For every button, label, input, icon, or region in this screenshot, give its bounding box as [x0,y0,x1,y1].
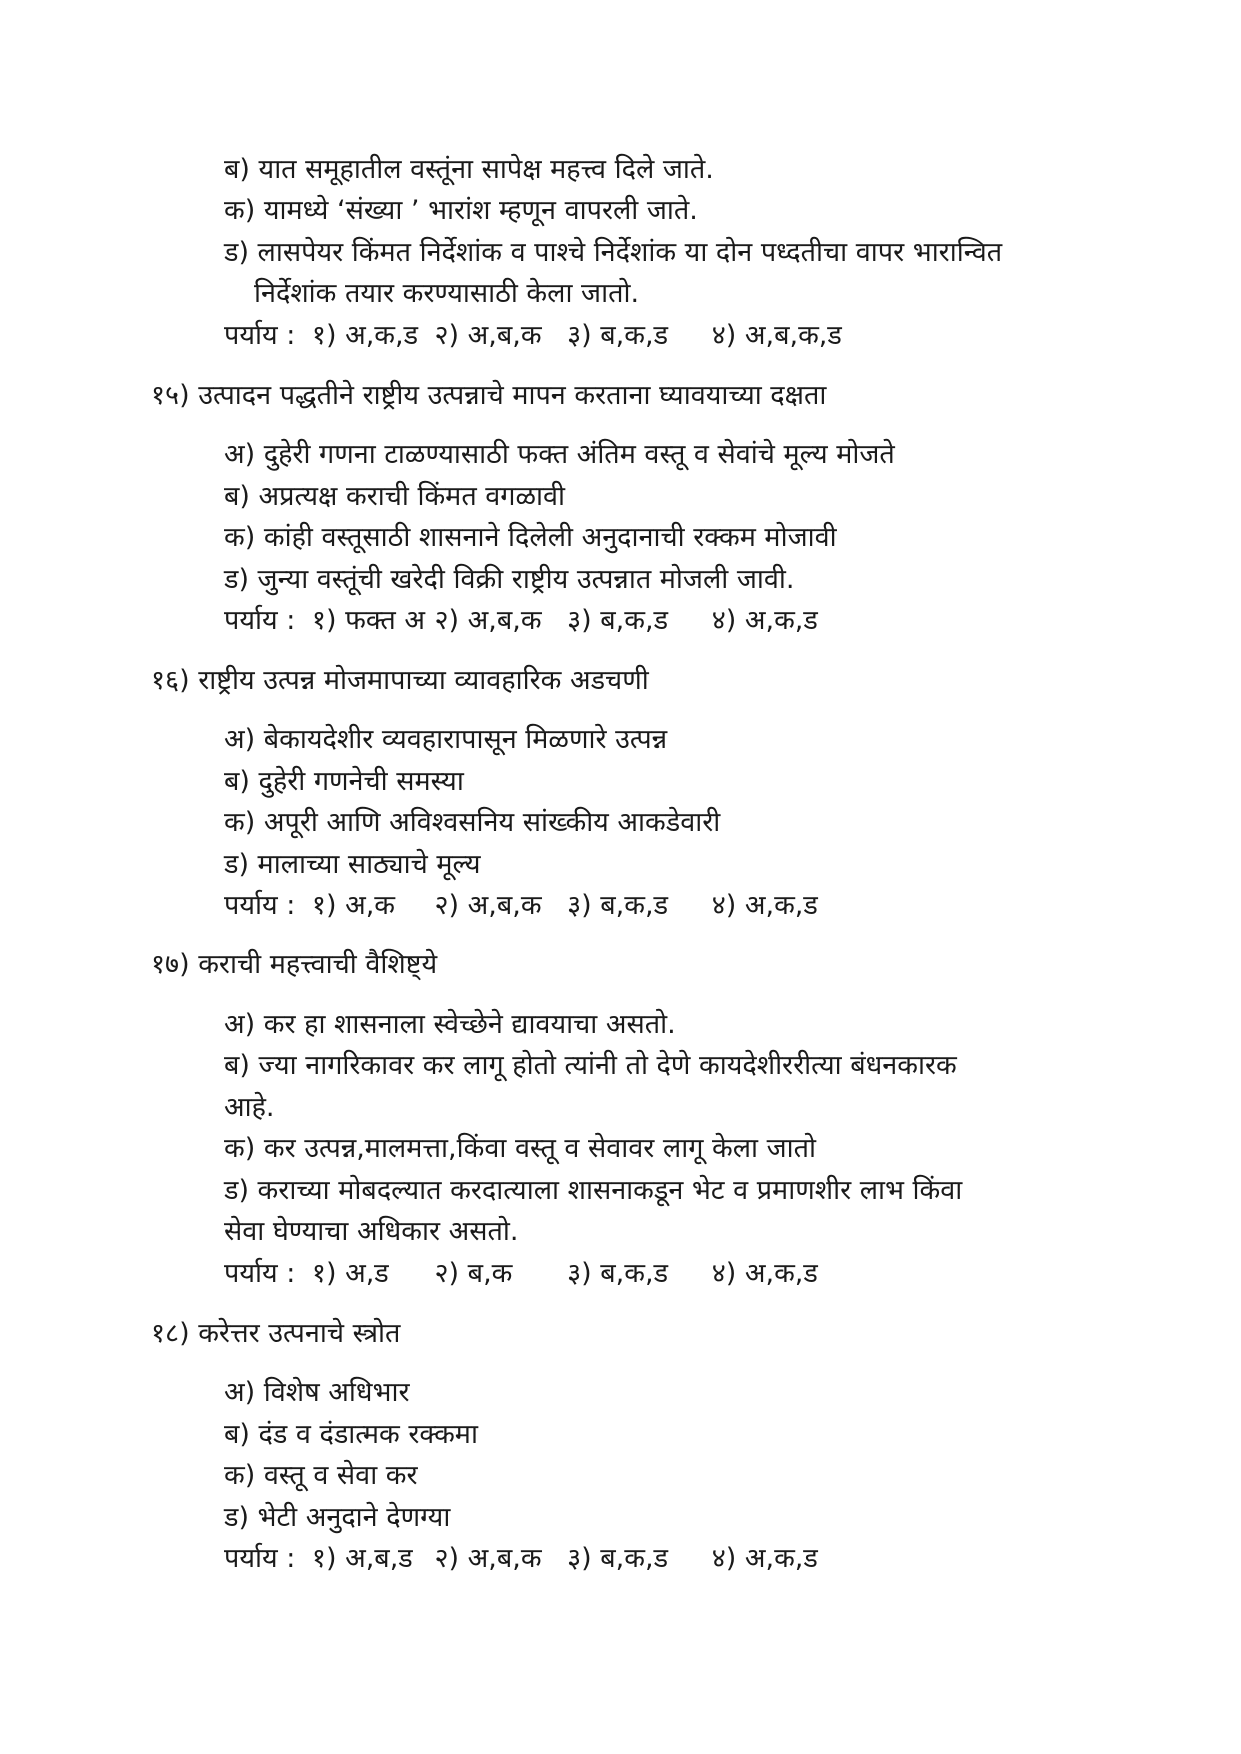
prev-option-b: ब) यात समूहातील वस्तूंना सापेक्ष महत्त्व दिले जाते. [224,154,714,185]
choice-4: ४) अ,क,ड [711,605,818,636]
choice-2: २) अ,ब,क [434,605,542,636]
choices-label: पर्याय : [224,1543,296,1574]
choice-2: २) अ,ब,क [434,320,542,351]
q18-choices [224,1541,818,1577]
q18-option-d: ड) भेटी अनुदाने देणग्या [224,1502,451,1533]
q15-option-a: अ) दुहेरी गणना टाळण्यासाठी फक्त अंतिम वस्तू व सेवांचे मूल्य मोजते [224,439,895,470]
q18-option-c: क) वस्तू व सेवा कर [224,1460,418,1491]
q15-option-c: क) कांही वस्तूसाठी शासनाने दिलेली अनुदानाची रक्कम मोजावी [224,522,837,553]
choices-label: पर्याय : [224,1258,296,1289]
choice-2: २) ब,क [434,1258,513,1289]
question-15-title: १५) उत्पादन पद्धतीने राष्ट्रीय उत्पन्नाचे मापन करताना घ्यावयाच्या दक्षता [151,380,827,411]
q16-choices [224,888,818,924]
q15-option-d: ड) जुन्या वस्तूंची खरेदी विक्री राष्ट्रीय उत्पन्नात मोजली जावी. [224,564,795,595]
choice-1: १) अ,ब,ड [311,1543,413,1574]
q17-option-d: ड) कराच्या मोबदल्यात करदात्याला शासनाकडून भेट व प्रमाणशीर लाभ किंवा [224,1175,963,1206]
question-18-title: १८) करेत्तर उत्पनाचे स्त्रोत [151,1318,401,1349]
choice-1: १) अ,क,ड [311,320,419,351]
q17-option-d-continued: सेवा घेण्याचा अधिकार असतो. [224,1216,519,1247]
q18-option-a: अ) विशेष अधिभार [224,1377,410,1408]
q17-option-c: क) कर उत्पन्न,मालमत्ता,किंवा वस्तू व सेवावर लागू केला जातो [224,1133,817,1164]
q17-choices [224,1256,818,1292]
choice-3: ३) ब,क,ड [567,320,669,351]
q16-option-c: क) अपूरी आणि अविश्वसनिय सांख्कीय आकडेवारी [224,807,721,838]
prev-choices [224,318,842,354]
q17-option-b-continued: आहे. [224,1092,275,1123]
choice-4: ४) अ,ब,क,ड [711,320,842,351]
prev-option-c: क) यामध्ये ‘संख्या ’ भारांश म्हणून वापरली जाते. [224,195,698,226]
question-16-title: १६) राष्ट्रीय उत्पन्न मोजमापाच्या व्यावहारिक अडचणी [151,665,649,696]
prev-option-d-continued: निर्देशांक तयार करण्यासाठी केला जातो. [254,278,640,309]
choice-3: ३) ब,क,ड [567,1543,669,1574]
prev-option-d: ड) लासपेयर किंमत निर्देशांक व पाश्चे निर्देशांक या दोन पध्दतीचा वापर भारान्वित [224,237,1003,268]
choice-4: ४) अ,क,ड [711,1258,818,1289]
choice-1: १) अ,क [311,890,396,921]
choice-2: २) अ,ब,क [434,1543,542,1574]
choice-4: ४) अ,क,ड [711,1543,818,1574]
choice-4: ४) अ,क,ड [711,890,818,921]
q16-option-a: अ) बेकायदेशीर व्यवहारापासून मिळणारे उत्पन्न [224,724,668,755]
choice-3: ३) ब,क,ड [567,1258,669,1289]
choice-1: १) फक्त अ [311,605,425,636]
q18-option-b: ब) दंड व दंडात्मक रक्कमा [224,1419,478,1450]
q15-choices [224,603,818,639]
choice-1: १) अ,ड [311,1258,389,1289]
q17-option-b: ब) ज्या नागरिकावर कर लागू होतो त्यांनी तो देणे कायदेशीररीत्या बंधनकारक [224,1050,957,1081]
choice-2: २) अ,ब,क [434,890,542,921]
choices-label: पर्याय : [224,890,296,921]
choices-label: पर्याय : [224,605,296,636]
q17-option-a: अ) कर हा शासनाला स्वेच्छेने द्यावयाचा असतो. [224,1009,676,1040]
q15-option-b: ब) अप्रत्यक्ष कराची किंमत वगळावी [224,481,566,512]
q16-option-b: ब) दुहेरी गणनेची समस्या [224,766,464,797]
question-17-title: १७) कराची महत्त्वाची वैशिष्ट्ये [151,949,438,980]
choices-label: पर्याय : [224,320,296,351]
choice-3: ३) ब,क,ड [567,605,669,636]
choice-3: ३) ब,क,ड [567,890,669,921]
q16-option-d: ड) मालाच्या साठ्याचे मूल्य [224,849,481,880]
